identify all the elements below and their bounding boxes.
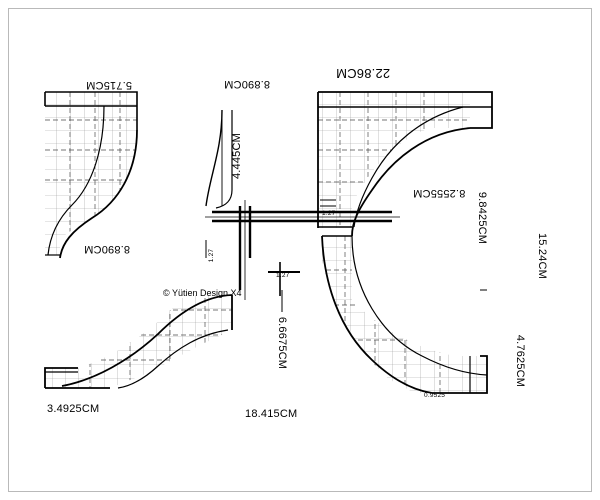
dim-top-left-small: 5.715CM [86, 79, 133, 91]
shape-bottom-left [40, 288, 240, 398]
tick-center-small: 1.27 [276, 272, 290, 279]
shape-top-right [312, 85, 492, 236]
dim-right-upper: 8.2555CM [413, 187, 466, 199]
dim-left-mid: 8.890CM [84, 243, 131, 255]
dim-right-lower-vertical: 4.7625CM [514, 334, 527, 388]
shape-top-left [40, 85, 160, 265]
dim-bottom-center-vertical: 6.6675CM [276, 316, 289, 370]
tick-center-right: 1.27 [322, 210, 336, 217]
credit-label: © Yütien Design X4 [163, 288, 242, 298]
dim-center-vertical: 4.445CM [231, 132, 244, 180]
dim-top-center: 8.890CM [224, 78, 271, 90]
dim-right-vertical-outer: 15.24CM [536, 232, 549, 280]
tick-bottom-right: 0.9525 [424, 392, 446, 399]
shape-bottom-right [312, 232, 497, 400]
dim-top-right-main: 22.86CM [336, 66, 391, 81]
dim-bottom-main: 18.415CM [245, 408, 298, 420]
dim-right-vertical-inner: 9.8425CM [476, 191, 489, 245]
dim-bottom-left: 3.4925CM [47, 403, 100, 415]
tick-center-left: 1.27 [208, 248, 216, 263]
